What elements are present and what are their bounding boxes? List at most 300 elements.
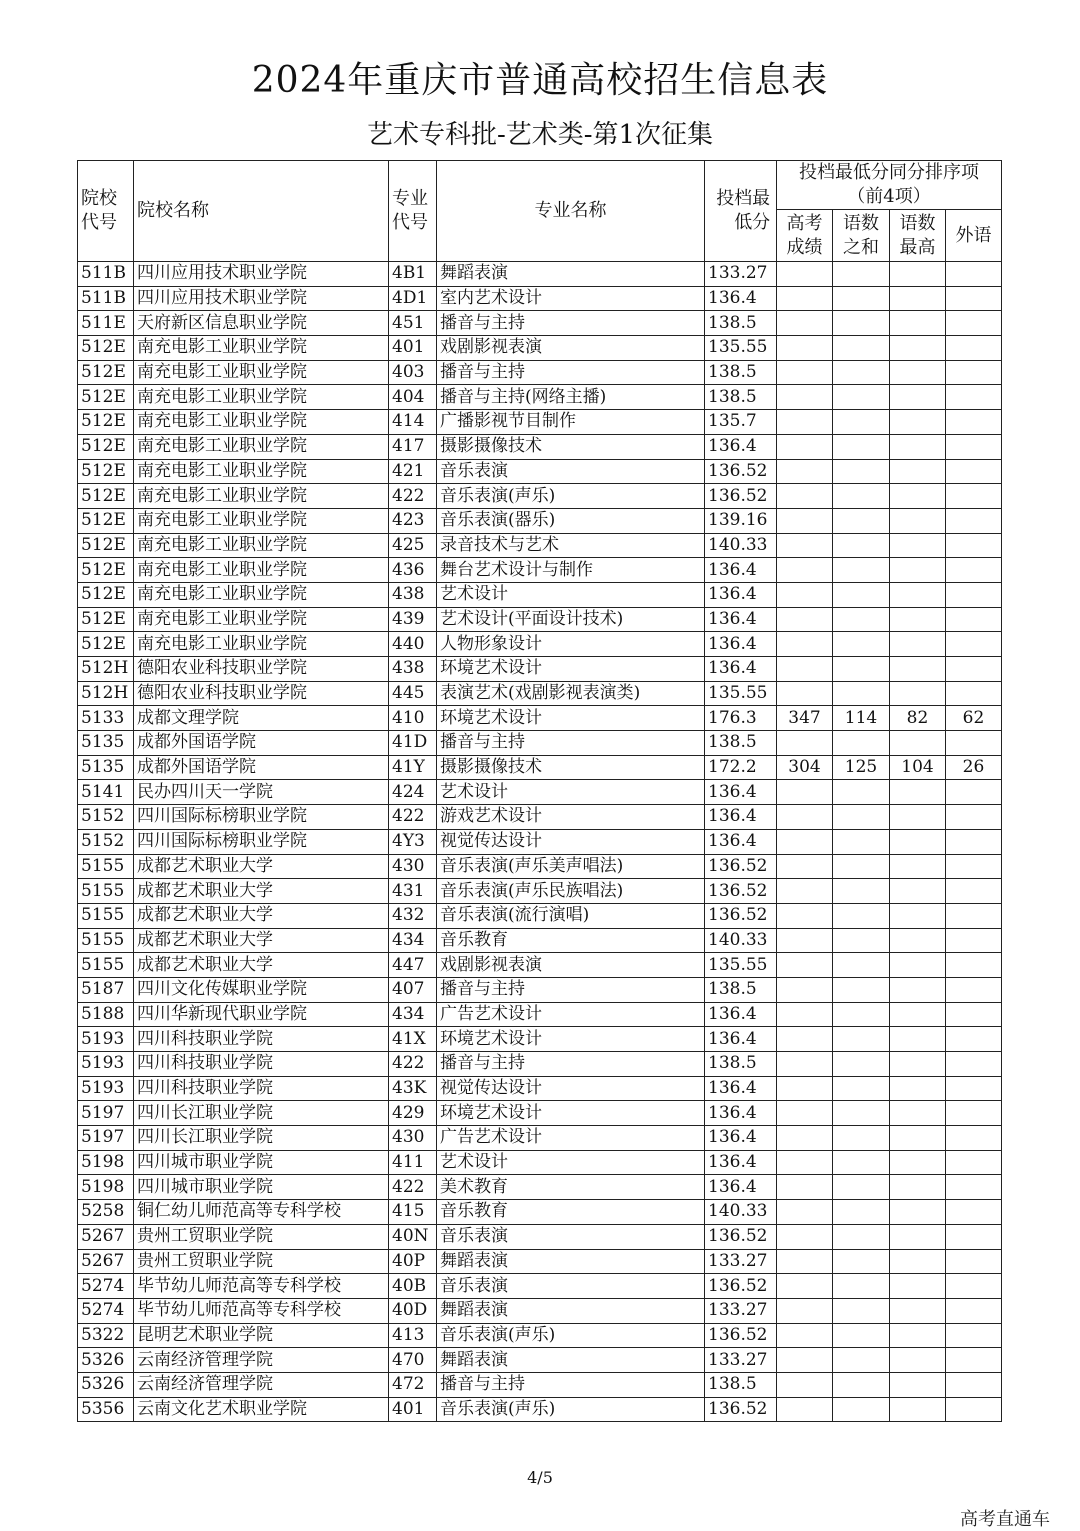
cell-school-name: 南充电影工业职业学院 [134,336,389,361]
cell-yushu-sum [833,657,890,682]
cell-yushu-sum [833,1323,890,1348]
header-major-name: 专业名称 [437,161,705,262]
cell-yushu-max [890,311,946,336]
cell-school-name: 四川科技职业学院 [134,1052,389,1077]
cell-yushu-max [890,780,946,805]
cell-yushu-max [890,336,946,361]
cell-yushu-sum [833,533,890,558]
cell-waiyu: 26 [946,755,1002,780]
cell-yushu-sum [833,1076,890,1101]
cell-yushu-max [890,558,946,583]
cell-school-code: 5141 [78,780,134,805]
table-row [78,336,1002,361]
table-row [78,879,1002,904]
cell-yushu-max [890,459,946,484]
cell-major-name: 音乐教育 [437,1200,705,1225]
table-row [78,1076,1002,1101]
cell-major-name: 舞蹈表演 [437,1249,705,1274]
cell-yushu-max [890,582,946,607]
cell-yushu-sum [833,459,890,484]
cell-min-score: 138.5 [705,731,777,756]
cell-gaokao [777,1224,833,1249]
table-row [78,854,1002,879]
table-row [78,582,1002,607]
table-row [78,385,1002,410]
table-row [78,311,1002,336]
cell-major-code: 439 [389,607,437,632]
cell-waiyu [946,311,1002,336]
cell-yushu-sum: 114 [833,706,890,731]
table-row [78,1397,1002,1422]
cell-major-name: 环境艺术设计 [437,1101,705,1126]
cell-major-name: 摄影摄像技术 [437,434,705,459]
cell-min-score: 140.33 [705,1200,777,1225]
cell-school-code: 512E [78,434,134,459]
cell-min-score: 136.4 [705,632,777,657]
cell-waiyu [946,1175,1002,1200]
cell-school-name: 成都艺术职业大学 [134,953,389,978]
cell-school-code: 512E [78,607,134,632]
page-number: 4/5 [527,1468,553,1487]
table-row [78,903,1002,928]
cell-yushu-max [890,1027,946,1052]
cell-min-score: 133.27 [705,1298,777,1323]
cell-major-code: 404 [389,385,437,410]
cell-school-code: 512E [78,558,134,583]
cell-major-name: 游戏艺术设计 [437,805,705,830]
cell-school-code: 512E [78,385,134,410]
cell-gaokao [777,1372,833,1397]
cell-gaokao [777,1101,833,1126]
cell-school-code: 5193 [78,1076,134,1101]
cell-min-score: 135.7 [705,410,777,435]
cell-min-score: 136.4 [705,780,777,805]
table-row [78,1101,1002,1126]
cell-school-name: 德阳农业科技职业学院 [134,681,389,706]
cell-waiyu [946,1298,1002,1323]
cell-yushu-max [890,632,946,657]
cell-gaokao: 304 [777,755,833,780]
cell-major-name: 环境艺术设计 [437,657,705,682]
cell-yushu-sum [833,582,890,607]
cell-yushu-max [890,1298,946,1323]
cell-school-code: 512E [78,336,134,361]
cell-yushu-max [890,1397,946,1422]
cell-waiyu [946,582,1002,607]
cell-school-code: 512E [78,410,134,435]
cell-major-name: 视觉传达设计 [437,829,705,854]
cell-gaokao [777,385,833,410]
cell-waiyu [946,632,1002,657]
cell-yushu-max [890,854,946,879]
cell-min-score: 140.33 [705,928,777,953]
cell-major-code: 438 [389,582,437,607]
cell-gaokao [777,903,833,928]
cell-major-code: 432 [389,903,437,928]
cell-school-code: 5267 [78,1249,134,1274]
cell-yushu-sum [833,1397,890,1422]
cell-min-score: 136.4 [705,1175,777,1200]
header-school-code: 院校代号 [78,161,134,262]
header-school-name: 院校名称 [134,161,389,262]
cell-min-score: 138.5 [705,1372,777,1397]
cell-major-name: 环境艺术设计 [437,706,705,731]
cell-school-code: 5135 [78,755,134,780]
cell-school-name: 贵州工贸职业学院 [134,1249,389,1274]
cell-yushu-max [890,360,946,385]
cell-gaokao [777,1200,833,1225]
header-gaokao: 高考成绩 [777,210,833,262]
cell-min-score: 135.55 [705,681,777,706]
cell-yushu-max [890,1372,946,1397]
table-row [78,558,1002,583]
cell-gaokao [777,780,833,805]
table-row [78,533,1002,558]
cell-school-name: 南充电影工业职业学院 [134,459,389,484]
cell-yushu-sum [833,286,890,311]
cell-gaokao [777,731,833,756]
cell-school-code: 5135 [78,731,134,756]
cell-school-name: 成都文理学院 [134,706,389,731]
cell-major-name: 艺术设计 [437,1150,705,1175]
cell-major-name: 戏剧影视表演 [437,336,705,361]
cell-yushu-max: 82 [890,706,946,731]
cell-yushu-max [890,533,946,558]
cell-waiyu [946,928,1002,953]
cell-school-name: 南充电影工业职业学院 [134,607,389,632]
cell-yushu-sum [833,410,890,435]
cell-gaokao [777,1249,833,1274]
cell-gaokao: 347 [777,706,833,731]
cell-major-code: 429 [389,1101,437,1126]
table-row [78,286,1002,311]
cell-min-score: 176.3 [705,706,777,731]
cell-yushu-max [890,385,946,410]
cell-major-code: 424 [389,780,437,805]
cell-major-code: 414 [389,410,437,435]
cell-min-score: 136.52 [705,1323,777,1348]
cell-yushu-max [890,607,946,632]
cell-yushu-max [890,1076,946,1101]
cell-gaokao [777,1027,833,1052]
cell-yushu-max [890,508,946,533]
header-yushu-max: 语数最高 [890,210,946,262]
cell-school-name: 南充电影工业职业学院 [134,410,389,435]
cell-waiyu [946,607,1002,632]
cell-school-code: 512E [78,508,134,533]
cell-gaokao [777,1348,833,1373]
cell-school-name: 南充电影工业职业学院 [134,360,389,385]
cell-major-name: 音乐教育 [437,928,705,953]
cell-school-code: 5152 [78,829,134,854]
cell-min-score: 136.52 [705,1397,777,1422]
cell-waiyu [946,953,1002,978]
cell-waiyu [946,1052,1002,1077]
cell-major-name: 表演艺术(戏剧影视表演类) [437,681,705,706]
cell-yushu-sum [833,1200,890,1225]
cell-school-code: 5193 [78,1052,134,1077]
cell-yushu-max [890,879,946,904]
cell-major-name: 舞台艺术设计与制作 [437,558,705,583]
cell-waiyu [946,854,1002,879]
cell-gaokao [777,484,833,509]
table-row [78,731,1002,756]
cell-major-code: 422 [389,1052,437,1077]
cell-gaokao [777,311,833,336]
cell-gaokao [777,953,833,978]
cell-waiyu [946,780,1002,805]
header-tiebreak-group: 投档最低分同分排序项（前4项） [777,161,1002,210]
cell-school-name: 成都艺术职业大学 [134,879,389,904]
cell-waiyu [946,360,1002,385]
cell-yushu-sum [833,360,890,385]
cell-school-code: 512E [78,632,134,657]
cell-school-name: 毕节幼儿师范高等专科学校 [134,1298,389,1323]
cell-gaokao [777,558,833,583]
cell-min-score: 136.4 [705,1076,777,1101]
cell-min-score: 136.52 [705,854,777,879]
cell-school-name: 四川长江职业学院 [134,1101,389,1126]
cell-yushu-sum [833,262,890,287]
cell-major-name: 播音与主持 [437,311,705,336]
cell-major-name: 摄影摄像技术 [437,755,705,780]
cell-major-code: 403 [389,360,437,385]
cell-yushu-max [890,953,946,978]
cell-major-code: 430 [389,854,437,879]
cell-yushu-max [890,657,946,682]
cell-school-name: 云南经济管理学院 [134,1348,389,1373]
table-row [78,607,1002,632]
cell-major-code: 41Y [389,755,437,780]
cell-school-code: 5274 [78,1298,134,1323]
cell-school-name: 成都外国语学院 [134,755,389,780]
cell-school-code: 512H [78,681,134,706]
cell-major-name: 播音与主持(网络主播) [437,385,705,410]
cell-major-name: 舞蹈表演 [437,1348,705,1373]
cell-gaokao [777,879,833,904]
cell-min-score: 136.4 [705,1101,777,1126]
cell-waiyu [946,533,1002,558]
cell-waiyu [946,434,1002,459]
cell-major-code: 40P [389,1249,437,1274]
cell-yushu-sum [833,1298,890,1323]
cell-major-name: 播音与主持 [437,977,705,1002]
cell-school-name: 四川国际标榜职业学院 [134,805,389,830]
cell-gaokao [777,1397,833,1422]
cell-school-code: 5197 [78,1126,134,1151]
cell-school-name: 云南文化艺术职业学院 [134,1397,389,1422]
cell-school-code: 5198 [78,1150,134,1175]
cell-major-code: 430 [389,1126,437,1151]
cell-major-name: 广告艺术设计 [437,1126,705,1151]
cell-yushu-sum [833,1249,890,1274]
cell-waiyu [946,410,1002,435]
cell-gaokao [777,1175,833,1200]
cell-waiyu [946,1323,1002,1348]
cell-major-code: 436 [389,558,437,583]
cell-gaokao [777,262,833,287]
cell-school-name: 成都艺术职业大学 [134,928,389,953]
cell-school-code: 5326 [78,1372,134,1397]
cell-yushu-sum [833,385,890,410]
cell-min-score: 136.4 [705,1126,777,1151]
cell-major-code: 401 [389,1397,437,1422]
cell-gaokao [777,1274,833,1299]
cell-major-code: 438 [389,657,437,682]
cell-major-code: 4Y3 [389,829,437,854]
cell-major-name: 录音技术与艺术 [437,533,705,558]
cell-min-score: 139.16 [705,508,777,533]
table-row [78,410,1002,435]
cell-school-code: 5155 [78,879,134,904]
cell-gaokao [777,582,833,607]
cell-min-score: 136.4 [705,1002,777,1027]
cell-major-name: 音乐表演(声乐) [437,484,705,509]
cell-yushu-sum [833,780,890,805]
table-row [78,977,1002,1002]
table-row [78,1150,1002,1175]
cell-yushu-max [890,286,946,311]
cell-school-name: 毕节幼儿师范高等专科学校 [134,1274,389,1299]
cell-min-score: 136.52 [705,1224,777,1249]
cell-yushu-max [890,1274,946,1299]
cell-waiyu [946,1224,1002,1249]
cell-yushu-max [890,1101,946,1126]
cell-major-code: 422 [389,484,437,509]
table-row [78,1323,1002,1348]
cell-major-name: 美术教育 [437,1175,705,1200]
cell-min-score: 136.52 [705,903,777,928]
cell-school-name: 四川科技职业学院 [134,1076,389,1101]
cell-yushu-max [890,1052,946,1077]
table-row [78,1126,1002,1151]
cell-school-name: 民办四川天一学院 [134,780,389,805]
cell-min-score: 136.4 [705,657,777,682]
cell-min-score: 136.4 [705,582,777,607]
cell-yushu-sum [833,977,890,1002]
cell-waiyu [946,1002,1002,1027]
cell-school-name: 四川文化传媒职业学院 [134,977,389,1002]
cell-yushu-sum [833,928,890,953]
cell-yushu-sum [833,953,890,978]
cell-major-code: 41D [389,731,437,756]
table-row [78,755,1002,780]
cell-waiyu [946,1348,1002,1373]
cell-yushu-sum [833,508,890,533]
cell-waiyu [946,459,1002,484]
cell-min-score: 136.52 [705,484,777,509]
cell-school-name: 南充电影工业职业学院 [134,558,389,583]
cell-major-code: 415 [389,1200,437,1225]
cell-yushu-sum [833,1150,890,1175]
cell-major-name: 音乐表演(声乐美声唱法) [437,854,705,879]
cell-yushu-max [890,928,946,953]
cell-gaokao [777,286,833,311]
cell-waiyu [946,1076,1002,1101]
cell-school-name: 南充电影工业职业学院 [134,508,389,533]
cell-school-code: 5326 [78,1348,134,1373]
cell-waiyu [946,731,1002,756]
cell-major-code: 43K [389,1076,437,1101]
cell-major-name: 音乐表演(声乐民族唱法) [437,879,705,904]
cell-yushu-sum [833,731,890,756]
cell-school-code: 5197 [78,1101,134,1126]
footer-brand: 高考直通车 [960,1509,1050,1530]
cell-major-code: 4D1 [389,286,437,311]
table-row [78,1175,1002,1200]
cell-min-score: 136.4 [705,1027,777,1052]
cell-yushu-sum [833,1175,890,1200]
cell-major-name: 音乐表演 [437,1274,705,1299]
cell-school-code: 5322 [78,1323,134,1348]
cell-major-code: 41X [389,1027,437,1052]
cell-yushu-max [890,262,946,287]
table-row [78,681,1002,706]
cell-school-name: 铜仁幼儿师范高等专科学校 [134,1200,389,1225]
cell-major-name: 广播影视节目制作 [437,410,705,435]
cell-waiyu [946,286,1002,311]
cell-waiyu [946,385,1002,410]
cell-major-code: 447 [389,953,437,978]
cell-yushu-max [890,1126,946,1151]
page-title: 2024年重庆市普通高校招生信息表 [251,60,829,101]
cell-yushu-max [890,1002,946,1027]
cell-yushu-max [890,1150,946,1175]
cell-min-score: 136.4 [705,1150,777,1175]
table-row [78,632,1002,657]
admission-table [77,160,1002,1422]
table-row [78,829,1002,854]
cell-yushu-max [890,410,946,435]
cell-school-name: 四川华新现代职业学院 [134,1002,389,1027]
cell-waiyu [946,484,1002,509]
table-row [78,657,1002,682]
cell-yushu-max: 104 [890,755,946,780]
cell-gaokao [777,1150,833,1175]
cell-major-code: 40N [389,1224,437,1249]
cell-min-score: 136.4 [705,434,777,459]
cell-min-score: 138.5 [705,360,777,385]
cell-major-name: 广告艺术设计 [437,1002,705,1027]
cell-yushu-max [890,903,946,928]
cell-yushu-sum [833,1052,890,1077]
table-row [78,1224,1002,1249]
cell-waiyu [946,1372,1002,1397]
cell-major-code: 472 [389,1372,437,1397]
table-row [78,1348,1002,1373]
cell-school-code: 5152 [78,805,134,830]
cell-major-code: 434 [389,928,437,953]
cell-gaokao [777,434,833,459]
table-row [78,484,1002,509]
cell-school-name: 四川应用技术职业学院 [134,262,389,287]
cell-major-name: 音乐表演(声乐) [437,1397,705,1422]
header-min-score: 投档最低分 [705,161,777,262]
cell-major-name: 播音与主持 [437,731,705,756]
table-row [78,508,1002,533]
cell-gaokao [777,508,833,533]
cell-yushu-sum [833,879,890,904]
cell-major-code: 401 [389,336,437,361]
cell-gaokao [777,681,833,706]
cell-min-score: 135.55 [705,953,777,978]
cell-waiyu [946,262,1002,287]
cell-yushu-sum [833,434,890,459]
cell-yushu-sum [833,805,890,830]
cell-major-name: 播音与主持 [437,1052,705,1077]
cell-major-code: 425 [389,533,437,558]
table-row [78,780,1002,805]
